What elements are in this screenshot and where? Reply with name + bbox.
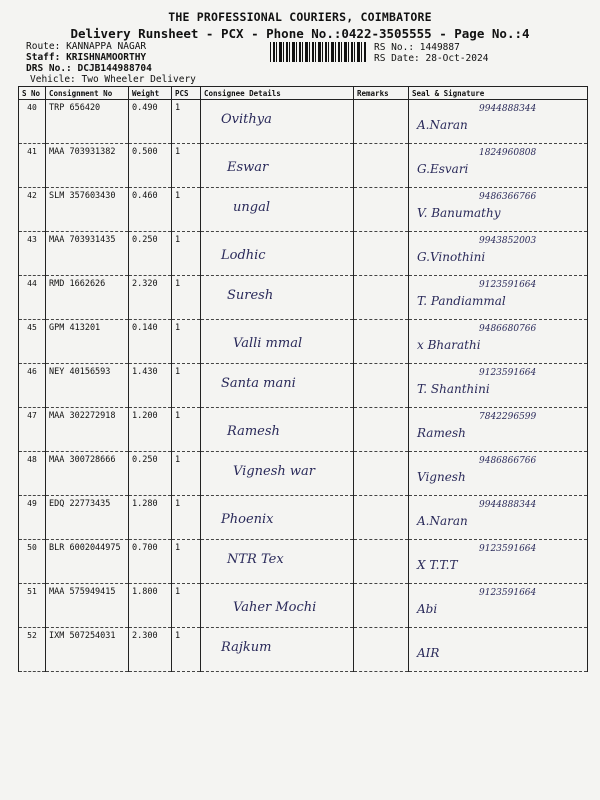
table-row (19, 144, 588, 188)
table-row (19, 452, 588, 496)
row-phone-handwriting: 7842296599 (479, 412, 537, 422)
row-signature-handwriting: G.Esvari (417, 162, 469, 176)
row-signature-handwriting: AIR (417, 646, 440, 660)
staff-line (26, 52, 146, 63)
row-phone-handwriting: 9486680766 (479, 324, 537, 334)
row-weight: 1.280 (129, 496, 172, 540)
row-pcs: 1 (172, 540, 201, 584)
barcode-image (270, 42, 366, 62)
row-signature-handwriting: Abi (417, 602, 438, 616)
row-signature-handwriting: V. Banumathy (417, 206, 501, 220)
header-pcs: PCS (172, 87, 201, 100)
row-phone-handwriting: 9123591664 (479, 588, 537, 598)
staff-value: KRISHNAMOORTHY (66, 52, 147, 63)
row-consignee-cell (201, 188, 354, 232)
row-consignee-cell (201, 364, 354, 408)
row-seal-signature (409, 628, 588, 672)
row-consignee-handwriting: Vaher Mochi (233, 600, 317, 615)
row-phone-handwriting: 9123591664 (479, 368, 537, 378)
row-sno: 45 (19, 320, 46, 364)
row-remarks (354, 276, 409, 320)
row-pcs: 1 (172, 452, 201, 496)
row-seal-signature (409, 144, 588, 188)
row-sno: 47 (19, 408, 46, 452)
row-signature-handwriting: G.Vinothini (417, 250, 486, 264)
row-pcs: 1 (172, 188, 201, 232)
row-phone-handwriting: 9943852003 (479, 236, 537, 246)
row-phone-handwriting: 1824960808 (479, 148, 537, 158)
row-weight: 1.200 (129, 408, 172, 452)
row-sno: 49 (19, 496, 46, 540)
route-value: KANNAPPA NAGAR (66, 41, 147, 52)
row-consignee-handwriting: Lodhic (221, 248, 266, 263)
table-row (19, 408, 588, 452)
row-consignee-cell (201, 100, 354, 144)
row-seal-signature (409, 320, 588, 364)
row-weight: 0.460 (129, 188, 172, 232)
table-row (19, 628, 588, 672)
row-sno: 43 (19, 232, 46, 276)
runsheet-table (18, 86, 588, 672)
route-line (26, 41, 146, 52)
row-consignee-handwriting: ungal (233, 200, 270, 215)
vehicle-value: Two Wheeler Delivery (81, 74, 196, 85)
table-header-row (19, 87, 588, 100)
row-remarks (354, 364, 409, 408)
row-remarks (354, 408, 409, 452)
row-remarks (354, 452, 409, 496)
row-consignee-cell (201, 320, 354, 364)
row-signature-handwriting: A.Naran (417, 514, 468, 528)
header-consignment: Consignment No (46, 87, 129, 100)
row-signature-handwriting: Ramesh (417, 426, 466, 440)
row-signature-handwriting: x Bharathi (417, 338, 481, 352)
row-weight: 1.430 (129, 364, 172, 408)
table-row (19, 276, 588, 320)
row-weight: 0.140 (129, 320, 172, 364)
table-row (19, 540, 588, 584)
row-weight: 2.300 (129, 628, 172, 672)
row-seal-signature (409, 496, 588, 540)
row-consignee-handwriting: Ramesh (227, 424, 280, 439)
row-weight: 2.320 (129, 276, 172, 320)
row-sno: 42 (19, 188, 46, 232)
row-consignment: MAA 575949415 (46, 584, 129, 628)
row-consignment: GPM 413201 (46, 320, 129, 364)
row-pcs: 1 (172, 320, 201, 364)
row-pcs: 1 (172, 584, 201, 628)
row-consignee-cell (201, 144, 354, 188)
row-remarks (354, 628, 409, 672)
row-sno: 48 (19, 452, 46, 496)
header-remarks: Remarks (354, 87, 409, 100)
header-sno: S No (19, 87, 46, 100)
row-sno: 46 (19, 364, 46, 408)
row-consignee-handwriting: Vignesh war (233, 464, 315, 479)
row-seal-signature (409, 584, 588, 628)
row-consignee-cell (201, 408, 354, 452)
row-remarks (354, 232, 409, 276)
table-row (19, 188, 588, 232)
row-signature-handwriting: X T.T.T (417, 558, 458, 572)
rs-date-value: 28-Oct-2024 (425, 53, 489, 64)
vehicle-label: Vehicle: (30, 74, 76, 85)
row-consignee-cell (201, 628, 354, 672)
row-weight: 0.250 (129, 232, 172, 276)
row-consignee-cell (201, 496, 354, 540)
row-pcs: 1 (172, 232, 201, 276)
row-consignment: IXM 507254031 (46, 628, 129, 672)
row-consignment: TRP 656420 (46, 100, 129, 144)
row-sno: 41 (19, 144, 46, 188)
header-signature: Seal & Signature (409, 87, 588, 100)
row-phone-handwriting: 9123591664 (479, 280, 537, 290)
row-pcs: 1 (172, 100, 201, 144)
row-consignment: RMD 1662626 (46, 276, 129, 320)
row-weight: 0.250 (129, 452, 172, 496)
row-pcs: 1 (172, 408, 201, 452)
table-row (19, 496, 588, 540)
row-consignment: NEY 40156593 (46, 364, 129, 408)
table-row (19, 364, 588, 408)
table-row (19, 584, 588, 628)
row-seal-signature (409, 276, 588, 320)
row-seal-signature (409, 188, 588, 232)
table-row (19, 320, 588, 364)
table-row (19, 232, 588, 276)
row-consignment: MAA 300728666 (46, 452, 129, 496)
row-seal-signature (409, 452, 588, 496)
rs-date-label: RS Date: (374, 53, 420, 64)
row-pcs: 1 (172, 496, 201, 540)
runsheet-title: Delivery Runsheet - PCX - Phone No.:0422-3505555 - Page No.:4 (70, 26, 530, 41)
table-row (19, 100, 588, 144)
row-consignment: EDQ 22773435 (46, 496, 129, 540)
row-consignment: MAA 703931435 (46, 232, 129, 276)
row-consignee-handwriting: Valli mmal (233, 336, 303, 351)
row-weight: 0.490 (129, 100, 172, 144)
row-weight: 1.800 (129, 584, 172, 628)
row-consignee-handwriting: Santa mani (221, 376, 296, 391)
row-remarks (354, 540, 409, 584)
row-phone-handwriting: 9944888344 (479, 500, 537, 510)
rs-no-label: RS No.: (374, 42, 415, 53)
row-seal-signature (409, 100, 588, 144)
row-consignee-cell (201, 232, 354, 276)
row-signature-handwriting: T. Pandiammal (417, 294, 506, 308)
rs-no-line (374, 42, 460, 53)
row-phone-handwriting: 9944888344 (479, 104, 537, 114)
row-consignee-handwriting: Phoenix (221, 512, 274, 527)
rs-no-value: 1449887 (419, 42, 460, 53)
row-consignee-handwriting: Rajkum (221, 640, 272, 655)
row-consignment: MAA 703931382 (46, 144, 129, 188)
row-phone-handwriting: 9123591664 (479, 544, 537, 554)
row-consignment: MAA 302272918 (46, 408, 129, 452)
row-seal-signature (409, 408, 588, 452)
row-remarks (354, 100, 409, 144)
row-sno: 52 (19, 628, 46, 672)
company-name: THE PROFESSIONAL COURIERS, COIMBATORE (168, 10, 432, 24)
row-remarks (354, 144, 409, 188)
row-remarks (354, 584, 409, 628)
row-signature-handwriting: A.Naran (417, 118, 468, 132)
drs-value: DCJB144988704 (77, 63, 152, 74)
row-sno: 51 (19, 584, 46, 628)
row-pcs: 1 (172, 628, 201, 672)
row-signature-handwriting: T. Shanthini (417, 382, 490, 396)
row-remarks (354, 496, 409, 540)
row-remarks (354, 188, 409, 232)
row-signature-handwriting: Vignesh (417, 470, 466, 484)
drs-line (26, 63, 152, 74)
rs-date-line (374, 53, 488, 64)
row-pcs: 1 (172, 276, 201, 320)
row-consignee-handwriting: Eswar (227, 160, 269, 175)
row-consignee-handwriting: Ovithya (221, 112, 272, 127)
row-phone-handwriting: 9486366766 (479, 192, 537, 202)
staff-label: Staff: (26, 52, 61, 63)
row-consignee-handwriting: Suresh (227, 288, 274, 303)
row-weight: 0.500 (129, 144, 172, 188)
row-phone-handwriting: 9486866766 (479, 456, 537, 466)
row-consignee-handwriting: NTR Tex (227, 552, 284, 567)
row-weight: 0.700 (129, 540, 172, 584)
header-consignee: Consignee Details (201, 87, 354, 100)
row-consignee-cell (201, 584, 354, 628)
route-label: Route: (26, 41, 61, 52)
row-consignee-cell (201, 540, 354, 584)
row-seal-signature (409, 232, 588, 276)
row-consignee-cell (201, 276, 354, 320)
row-consignee-cell (201, 452, 354, 496)
row-sno: 50 (19, 540, 46, 584)
header-weight: Weight (129, 87, 172, 100)
row-remarks (354, 320, 409, 364)
row-sno: 44 (19, 276, 46, 320)
row-pcs: 1 (172, 364, 201, 408)
drs-label: DRS No.: (26, 63, 72, 74)
row-consignment: SLM 357603430 (46, 188, 129, 232)
row-seal-signature (409, 540, 588, 584)
row-sno: 40 (19, 100, 46, 144)
row-seal-signature (409, 364, 588, 408)
row-consignment: BLR 6002044975 (46, 540, 129, 584)
vehicle-line (30, 74, 196, 85)
row-pcs: 1 (172, 144, 201, 188)
